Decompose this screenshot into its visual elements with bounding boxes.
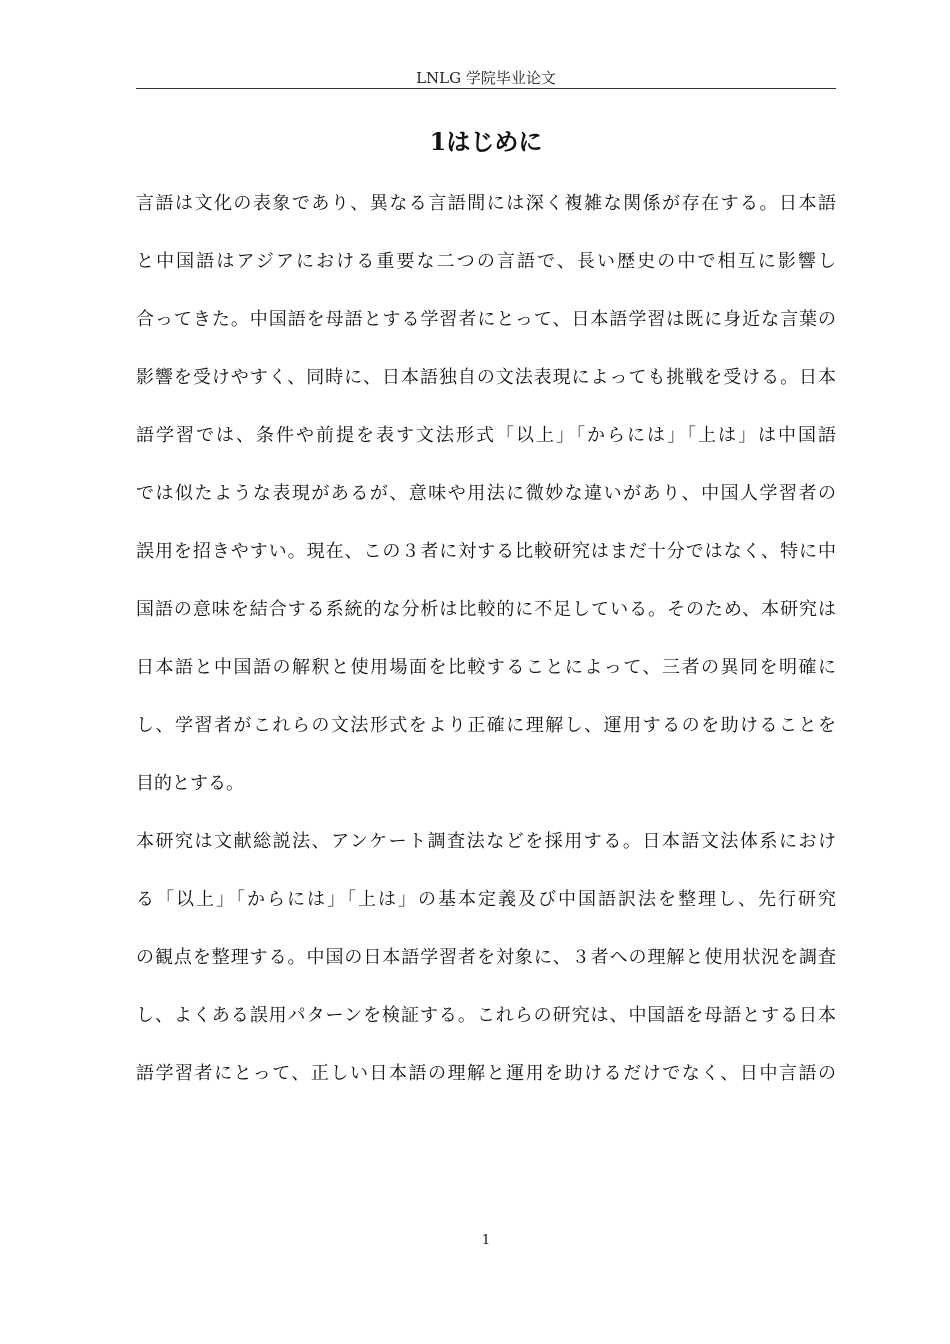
page-number: 1 [481,1233,491,1248]
text-line: 日本語と中国語の解釈と使用場面を比較することによって、三者の異同を明確に [136,657,836,678]
text-line: 国語の意味を結合する系統的な分析は比較的に不足している。そのため、本研究は [136,599,836,620]
text-line: と中国語はアジアにおける重要な二つの言語で、長い歴史の中で相互に影響し [136,251,836,272]
paragraph-1 [136,186,836,802]
text-line: る「以上」「からには」「上は」の基本定義及び中国語訳法を整理し、先行研究 [136,889,836,910]
text-line: し、よくある誤用パターンを検証する。これらの研究は、中国語を母語とする日本 [136,1005,836,1026]
text-line: し、学習者がこれらの文法形式をより正確に理解し、運用するのを助けることを [136,715,836,736]
running-header: LNLG 学院毕业论文 [416,69,556,87]
text-line: 言語は文化の表象であり、異なる言語間には深く複雑な関係が存在する。日本語 [136,193,836,214]
section-title: 1はじめに [429,127,543,156]
paragraph-2 [136,824,836,1092]
text-line: 語学習者にとって、正しい日本語の理解と運用を助けるだけでなく、日中言語の [136,1063,836,1084]
text-line: 目的とする。 [136,773,244,794]
text-line: 合ってきた。中国語を母語とする学習者にとって、日本語学習は既に身近な言葉の [136,309,836,330]
text-line: では似たような表現があるが、意味や用法に微妙な違いがあり、中国人学習者の [136,483,836,504]
text-line: の観点を整理する。中国の日本語学習者を対象に、３者への理解と使用状況を調査 [136,947,836,968]
header-rule [136,88,836,89]
text-line: 本研究は文献総説法、アンケート調査法などを採用する。日本語文法体系におけ [136,831,836,852]
text-line: 語学習では、条件や前提を表す文法形式「以上」「からには」「上は」は中国語 [136,425,836,446]
text-line: 誤用を招きやすい。現在、この３者に対する比較研究はまだ十分ではなく、特に中 [136,541,836,562]
body-text [136,186,836,1092]
text-line: 影響を受けやすく、同時に、日本語独自の文法表現によっても挑戦を受ける。日本 [136,367,836,388]
